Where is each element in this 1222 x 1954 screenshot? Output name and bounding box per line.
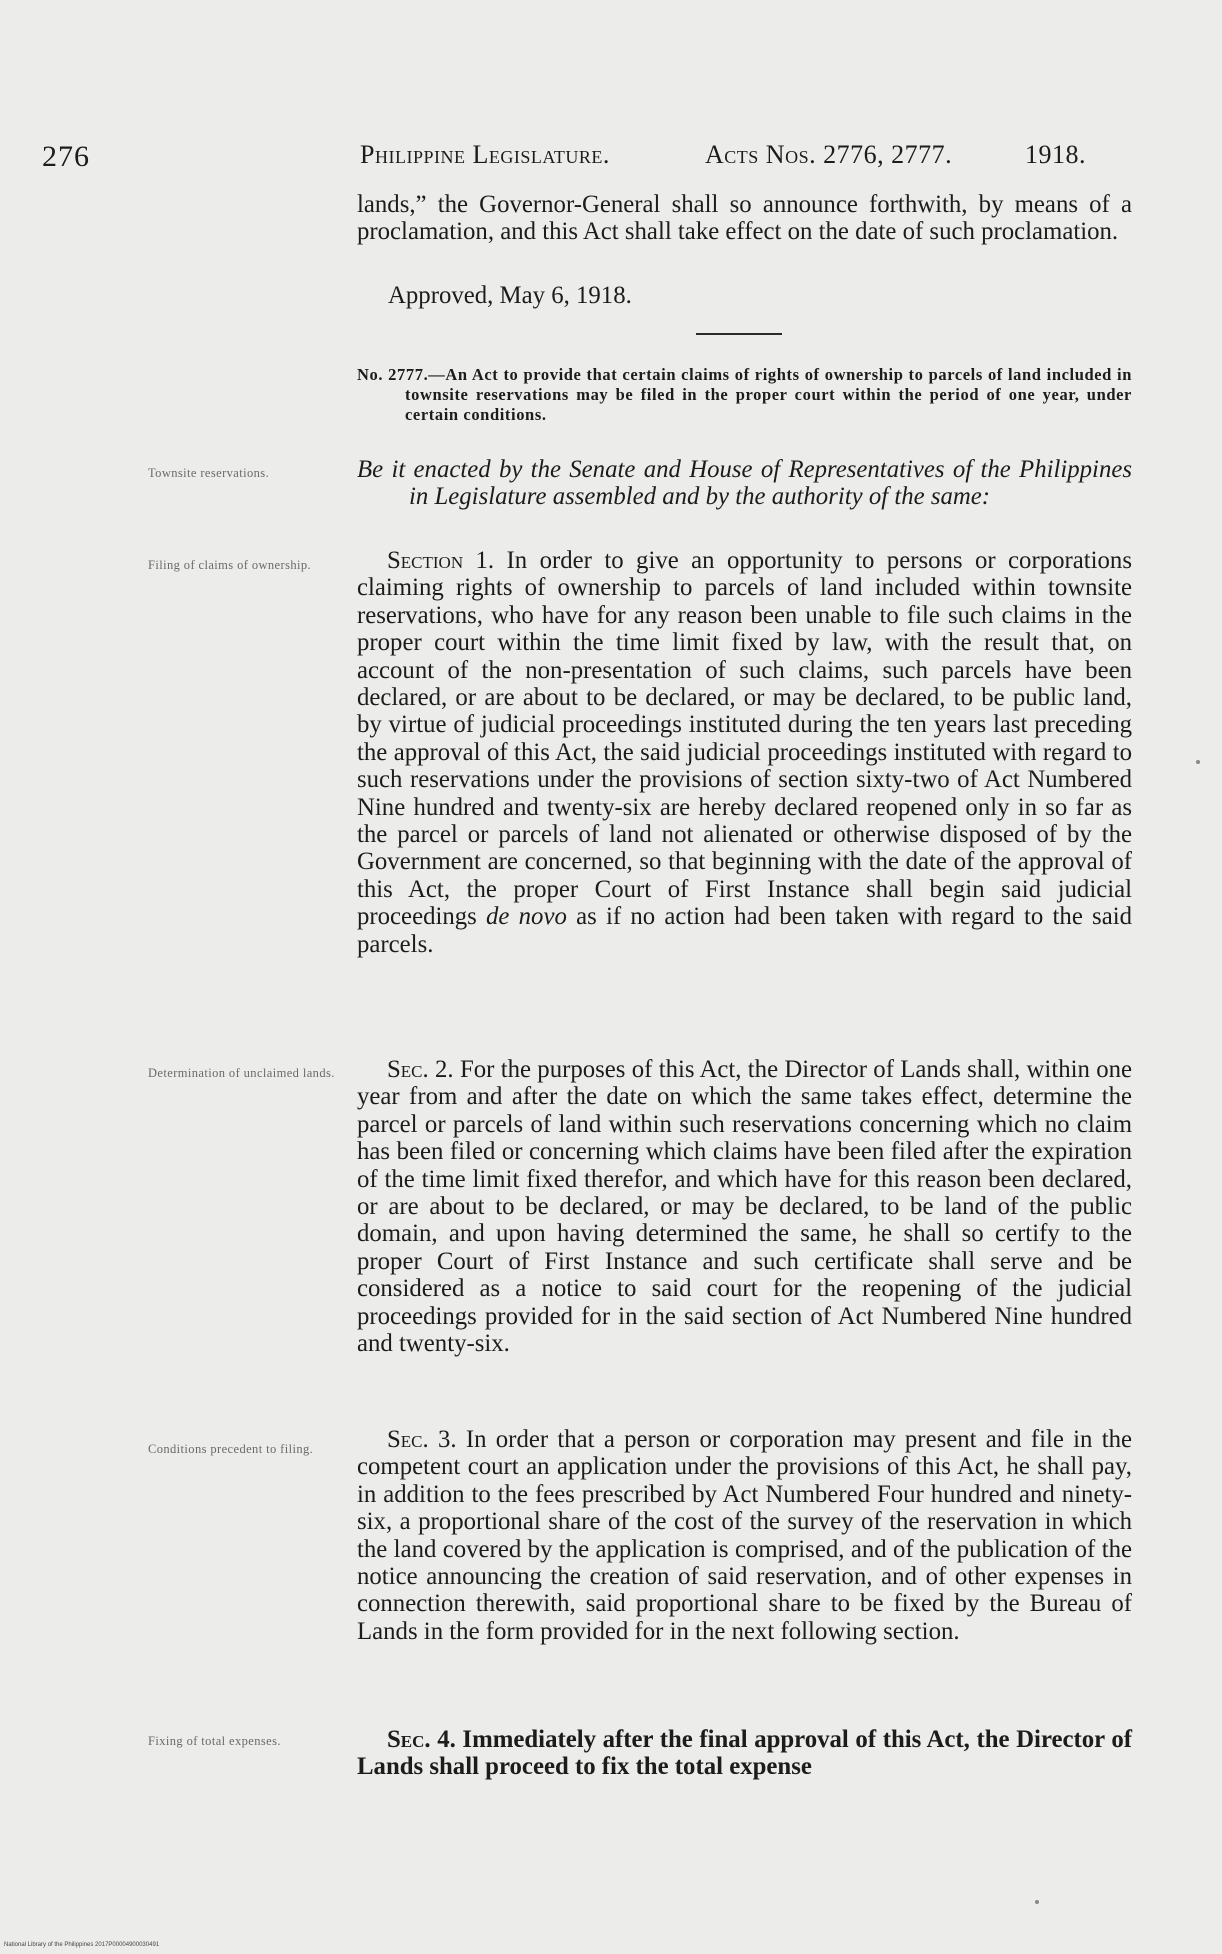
margin-note-expenses: Fixing of total expenses.: [148, 1734, 281, 1748]
section-1-label: Section 1.: [387, 547, 495, 574]
margin-note-townsite: Townsite reservations.: [148, 466, 270, 480]
paper-speck: [1196, 760, 1200, 764]
section-2-label: Sec. 2.: [387, 1056, 454, 1083]
header-year: 1918.: [1025, 140, 1086, 169]
section-1-paragraph: [357, 547, 1132, 958]
margin-note-filing-claims: Filing of claims of ownership.: [148, 558, 312, 572]
continuation-text: lands,” the Governor-General shall so announce forthwith, by means of a proclamation, and this Act shall take effect on the date of such proclamation.: [357, 191, 1132, 246]
section-3-label: Sec. 3.: [387, 1426, 457, 1453]
header-acts: Acts Nos. 2776, 2777.: [705, 140, 953, 169]
approval-line: Approved, May 6, 1918.: [388, 282, 632, 309]
section-1-text-end: as if no action had been taken with regard to the said parcels.: [357, 903, 1132, 958]
section-3: [357, 1426, 1132, 1645]
continuation-paragraph: [357, 191, 1132, 246]
margin-note-unclaimed-lands: Determination of unclaimed lands.: [148, 1066, 335, 1080]
section-4: [357, 1726, 1132, 1781]
section-3-paragraph: [357, 1426, 1132, 1645]
section-2-paragraph: [357, 1056, 1132, 1357]
running-header: [360, 140, 1110, 170]
page-number: 276: [42, 140, 90, 173]
enacting-clause: Be it enacted by the Senate and House of Representatives of the Philippines in Legislature assembled and by the authority of the same:: [357, 456, 1132, 511]
section-3-text: In order that a person or corporation may present and file in the competent court an application under the provisions of this Act, he shall pay, in addition to the fees prescribed by Act Numbered Four hundred and ninety-six, a proportional share of the cost of the survey of the reservation in which the land covered by the application is comprised, and of the publication of the notice announcing the creation of said reservation, and of other expenses in connection therewith, said proportional share to be fixed by the Bureau of Lands in the form provided for in the next following section.: [357, 1426, 1133, 1645]
section-4-text: Immediately after the final approval of this Act, the Director of Lands shall proceed to fix the total expense: [357, 1726, 1132, 1781]
section-2: [357, 1056, 1132, 1357]
section-1-text: In order to give an opportunity to persons or corporations claiming rights of ownership to parcels of land included within townsite reservations, who have for any reason been unable to file such claims in the proper court within the time limit fixed by law, with the result that, on account of the non-presentation of such claims, such parcels have been declared, or are about to be declared, or may be declared, to be public land, by virtue of judicial proceedings instituted during the ten years last preceding the approval of this Act, the said judicial proceedings instituted with regard to such reservations under the provisions of section sixty-two of Act Numbered Nine hundred and twenty-six are hereby declared reopened only in so far as the parcel or parcels of land not alienated or otherwise disposed of by the Government are concerned, so that beginning with the date of the approval of this Act, the proper Court of First Instance shall begin said judicial proceedings: [357, 547, 1132, 931]
act-title: No. 2777.—An Act to provide that certain claims of rights of ownership to parcels of land included in townsite reservations may be filed in the proper court within the period of one year, under certain conditions.: [357, 365, 1132, 424]
section-2-text: For the purposes of this Act, the Director of Lands shall, within one year from and after the date on which the same takes effect, determine the parcel or parcels of land within such reservations concerning which no claim has been filed or concerning which claims have been filed after the expiration of the time limit fixed therefor, and which have for this reason been declared, or are about to be declared, or may be declared, to be land of the public domain, and upon having determined the same, he shall so certify to the proper Court of First Instance and such certificate shall serve and be considered as a notice to said court for the reopening of the judicial proceedings provided for in the said section of Act Numbered Nine hundred and twenty-six.: [357, 1056, 1132, 1358]
paper-speck: [1035, 1900, 1039, 1904]
section-1: [357, 547, 1132, 958]
margin-note-conditions: Conditions precedent to filing.: [148, 1442, 314, 1456]
header-title: Philippine Legislature.: [360, 140, 610, 169]
section-1-italic: de novo: [486, 903, 567, 931]
section-divider: [696, 333, 782, 335]
section-4-paragraph: [357, 1726, 1132, 1781]
section-4-label: Sec. 4.: [387, 1726, 456, 1753]
scan-footer: National Library of the Philippines 2017P00004900030491: [4, 1942, 160, 1948]
